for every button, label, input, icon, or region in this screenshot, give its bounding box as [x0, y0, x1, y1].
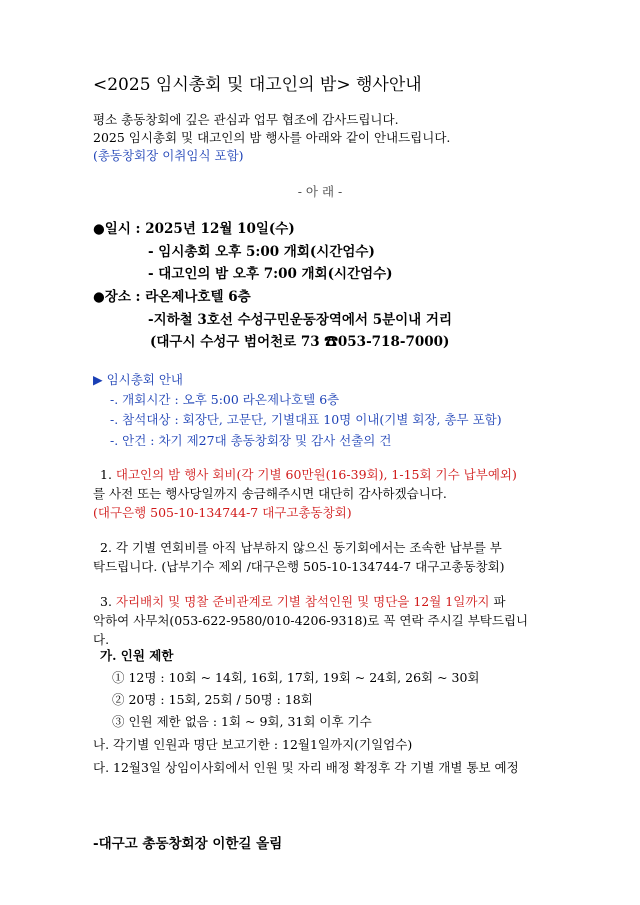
notice-1-account: (대구은행 505-10-134744-7 대구고총동창회) — [93, 505, 352, 520]
meeting-time: -. 개회시간 : 오후 5:00 라온제나호텔 6층 — [110, 392, 340, 407]
intro-line-3: (총동창회장 이취임식 포함) — [93, 148, 244, 163]
meeting-header: ▶ 임시총회 안내 — [93, 372, 184, 387]
notice-1-line-2: 를 사전 또는 행사당일까지 송금해주시면 대단히 감사하겠습니다. — [93, 486, 447, 501]
schedule-item-2: - 대고인의 밤 오후 7:00 개회(시간엄수) — [148, 266, 393, 282]
intro-line-2: 2025 임시총회 및 대고인의 밤 행사를 아래와 같이 안내드립니다. — [93, 130, 451, 145]
limit-da: 다. 12월3일 상임이사회에서 인원 및 자리 배정 확정후 각 기별 개별 통보 예정 — [93, 760, 519, 775]
notice-2-line-2: 탁드립니다. (납부기수 제외 /대구은행 505-10-134744-7 대구고총동창회) — [93, 559, 505, 574]
document-title: <2025 임시총회 및 대고인의 밤> 행사안내 — [93, 75, 422, 95]
schedule-date: ●일시 : 2025년 12월 10일(수) — [93, 221, 295, 237]
notice-1-fee-text: 대고인의 밤 행사 회비(각 기별 60만원(16-39회), 1-15회 기수 납부예외) — [115, 467, 517, 482]
notice-1-number: 1. — [100, 467, 116, 482]
schedule-direction: -지하철 3호선 수성구민운동장역에서 5분이내 거리 — [148, 312, 453, 328]
limit-option-1: ① 12명 : 10회 ~ 14회, 16회, 17회, 19회 ~ 24회, 26회 ~ 30회 — [112, 670, 480, 685]
notice-3-line-2: 악하여 사무처(053-622-9580/010-4206-9318)로 꼭 연락 주시길 부탁드립니 — [93, 613, 529, 628]
limit-option-3: ③ 인원 제한 없음 : 1회 ~ 9회, 31회 이후 기수 — [112, 714, 372, 729]
signature: -대구고 총동창회장 이한길 올림 — [93, 836, 283, 852]
meeting-attendees: -. 참석대상 : 회장단, 고문단, 기별대표 10명 이내(기별 회장, 총무 포함) — [110, 412, 502, 427]
intro-line-1: 평소 총동창회에 깊은 관심과 업무 협조에 감사드립니다. — [93, 112, 399, 127]
limit-option-2: ② 20명 : 15회, 25회 / 50명 : 18회 — [112, 692, 313, 707]
notice-3-deadline-text: 자리배치 및 명찰 준비관계로 기별 참석인원 및 명단을 12월 1일까지 — [115, 594, 490, 609]
schedule-place: ●장소 : 라온제나호텔 6층 — [93, 289, 251, 305]
notice-2-line-1: 2. 각 기별 연회비를 아직 납부하지 않으신 동기회에서는 조속한 납부를 부 — [100, 540, 502, 555]
schedule-address: (대구시 수성구 범어천로 73 ☎053-718-7000) — [150, 334, 450, 350]
notice-3-tail: 파 — [489, 594, 506, 609]
limit-ga: 가. 인원 제한 — [100, 648, 174, 663]
meeting-agenda: -. 안건 : 차기 제27대 총동창회장 및 감사 선출의 건 — [110, 433, 392, 448]
schedule-item-1: - 임시총회 오후 5:00 개회(시간엄수) — [148, 244, 375, 260]
notice-3-line-3: 다. — [93, 632, 110, 647]
limit-na: 나. 각기별 인원과 명단 보고기한 : 12월1일까지(기일엄수) — [93, 737, 413, 752]
notice-1-line-1 — [100, 465, 517, 483]
notice-3-line-1 — [100, 592, 506, 610]
notice-3-number: 3. — [100, 594, 116, 609]
section-divider: - 아 래 - — [297, 184, 343, 199]
